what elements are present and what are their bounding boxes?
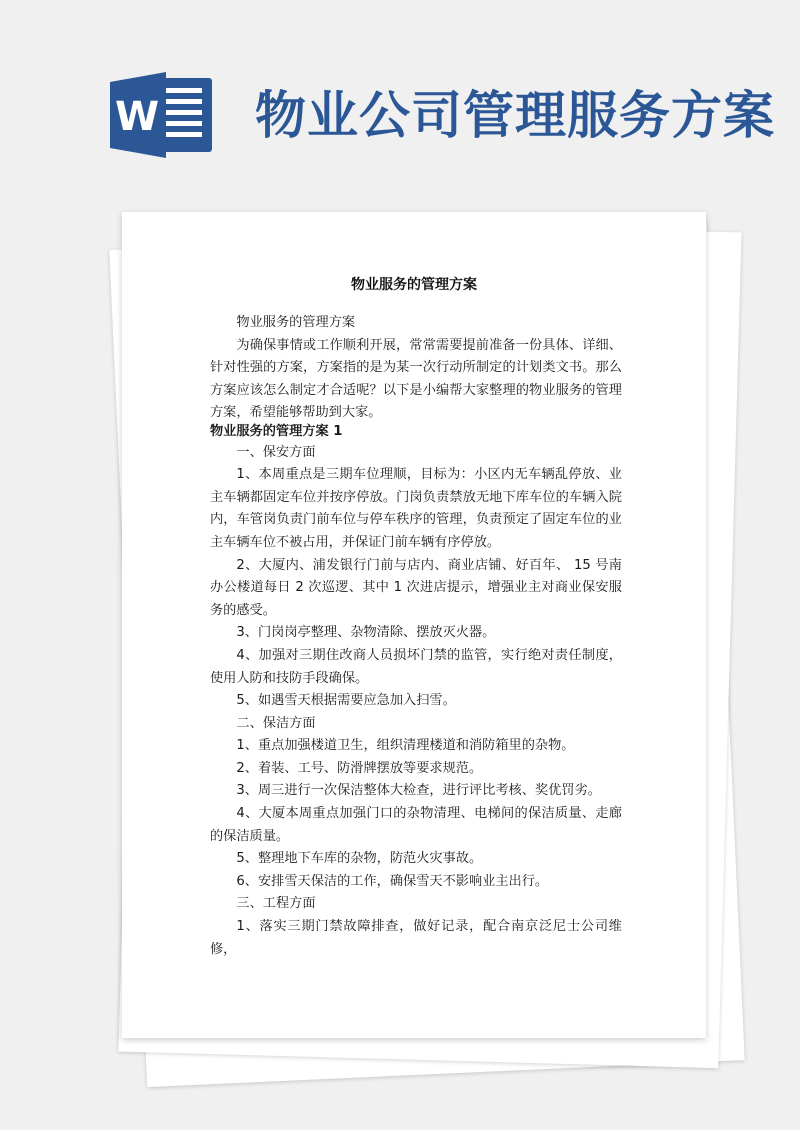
document-page — [122, 212, 706, 1038]
word-document-icon — [110, 72, 212, 158]
banner — [0, 0, 800, 180]
document-title: 物业服务的管理方案 — [351, 277, 477, 293]
paragraph: 二、保洁方面 — [236, 715, 316, 731]
paragraph: 5、整理地下车库的杂物，防范火灾事故。 — [236, 851, 483, 867]
paragraph: 1、本周重点是三期车位理顺，目标为：小区内无车辆乱停放、业主车辆都固定车位并按序停放。门岗负责禁放无地下库车位的车辆入院内，车管岗负责门前车位与停车秩序的管理，负责预定了固定车位的业主车辆车位不被占用，并保证门前车辆有序停放。 — [210, 467, 622, 550]
paragraph: 物业服务的管理方案 — [236, 315, 356, 330]
paragraph: 三、工程方面 — [236, 896, 316, 912]
banner-title: 物业公司管理服务方案 — [255, 86, 776, 146]
paragraph: 为确保事情或工作顺利开展，常常需要提前准备一份具体、详细、针对性强的方案，方案指的是为某一次行动所制定的计划类文书。那么方案应该怎么制定才合适呢？以下是小编帮大家整理的物业服务的管理方案，希望能够帮助到大家。 — [210, 337, 622, 421]
paragraph: 3、门岗岗亭整理、杂物清除、摆放灭火器。 — [236, 625, 496, 641]
section-heading: 物业服务的管理方案 1 — [210, 423, 343, 439]
paragraph: 2、大厦内、浦发银行门前与店内、商业店铺、好百年、 15 号南办公楼道每日 2 次巡逻、其中 1 次进店提示，增强业主对商业保安服务的感受。 — [210, 557, 622, 618]
paragraph: 4、加强对三期住改商人员损坏门禁的监管，实行绝对责任制度，使用人防和技防手段确保。 — [210, 647, 622, 686]
paragraph: 2、着装、工号、防滑牌摆放等要求规范。 — [236, 760, 483, 776]
document-body — [210, 312, 622, 961]
paragraph: 4、大厦本周重点加强门口的杂物清理、电梯间的保洁质量、走廊的保洁质量。 — [210, 806, 622, 844]
paragraph: 6、安排雪天保洁的工作，确保雪天不影响业主出行。 — [236, 873, 549, 889]
paragraph: 3、周三进行一次保洁整体大检查，进行评比考核、奖优罚劣。 — [236, 783, 601, 799]
word-icon-letter: W — [114, 94, 160, 140]
paragraph: 一、保安方面 — [236, 444, 316, 460]
paragraph: 1、重点加强楼道卫生，组织清理楼道和消防箱里的杂物。 — [236, 738, 575, 754]
paragraph: 5、如遇雪天根据需要应急加入扫雪。 — [236, 693, 456, 709]
paragraph: 1、落实三期门禁故障排查，做好记录，配合南京泛尼士公司维修， — [210, 919, 622, 957]
